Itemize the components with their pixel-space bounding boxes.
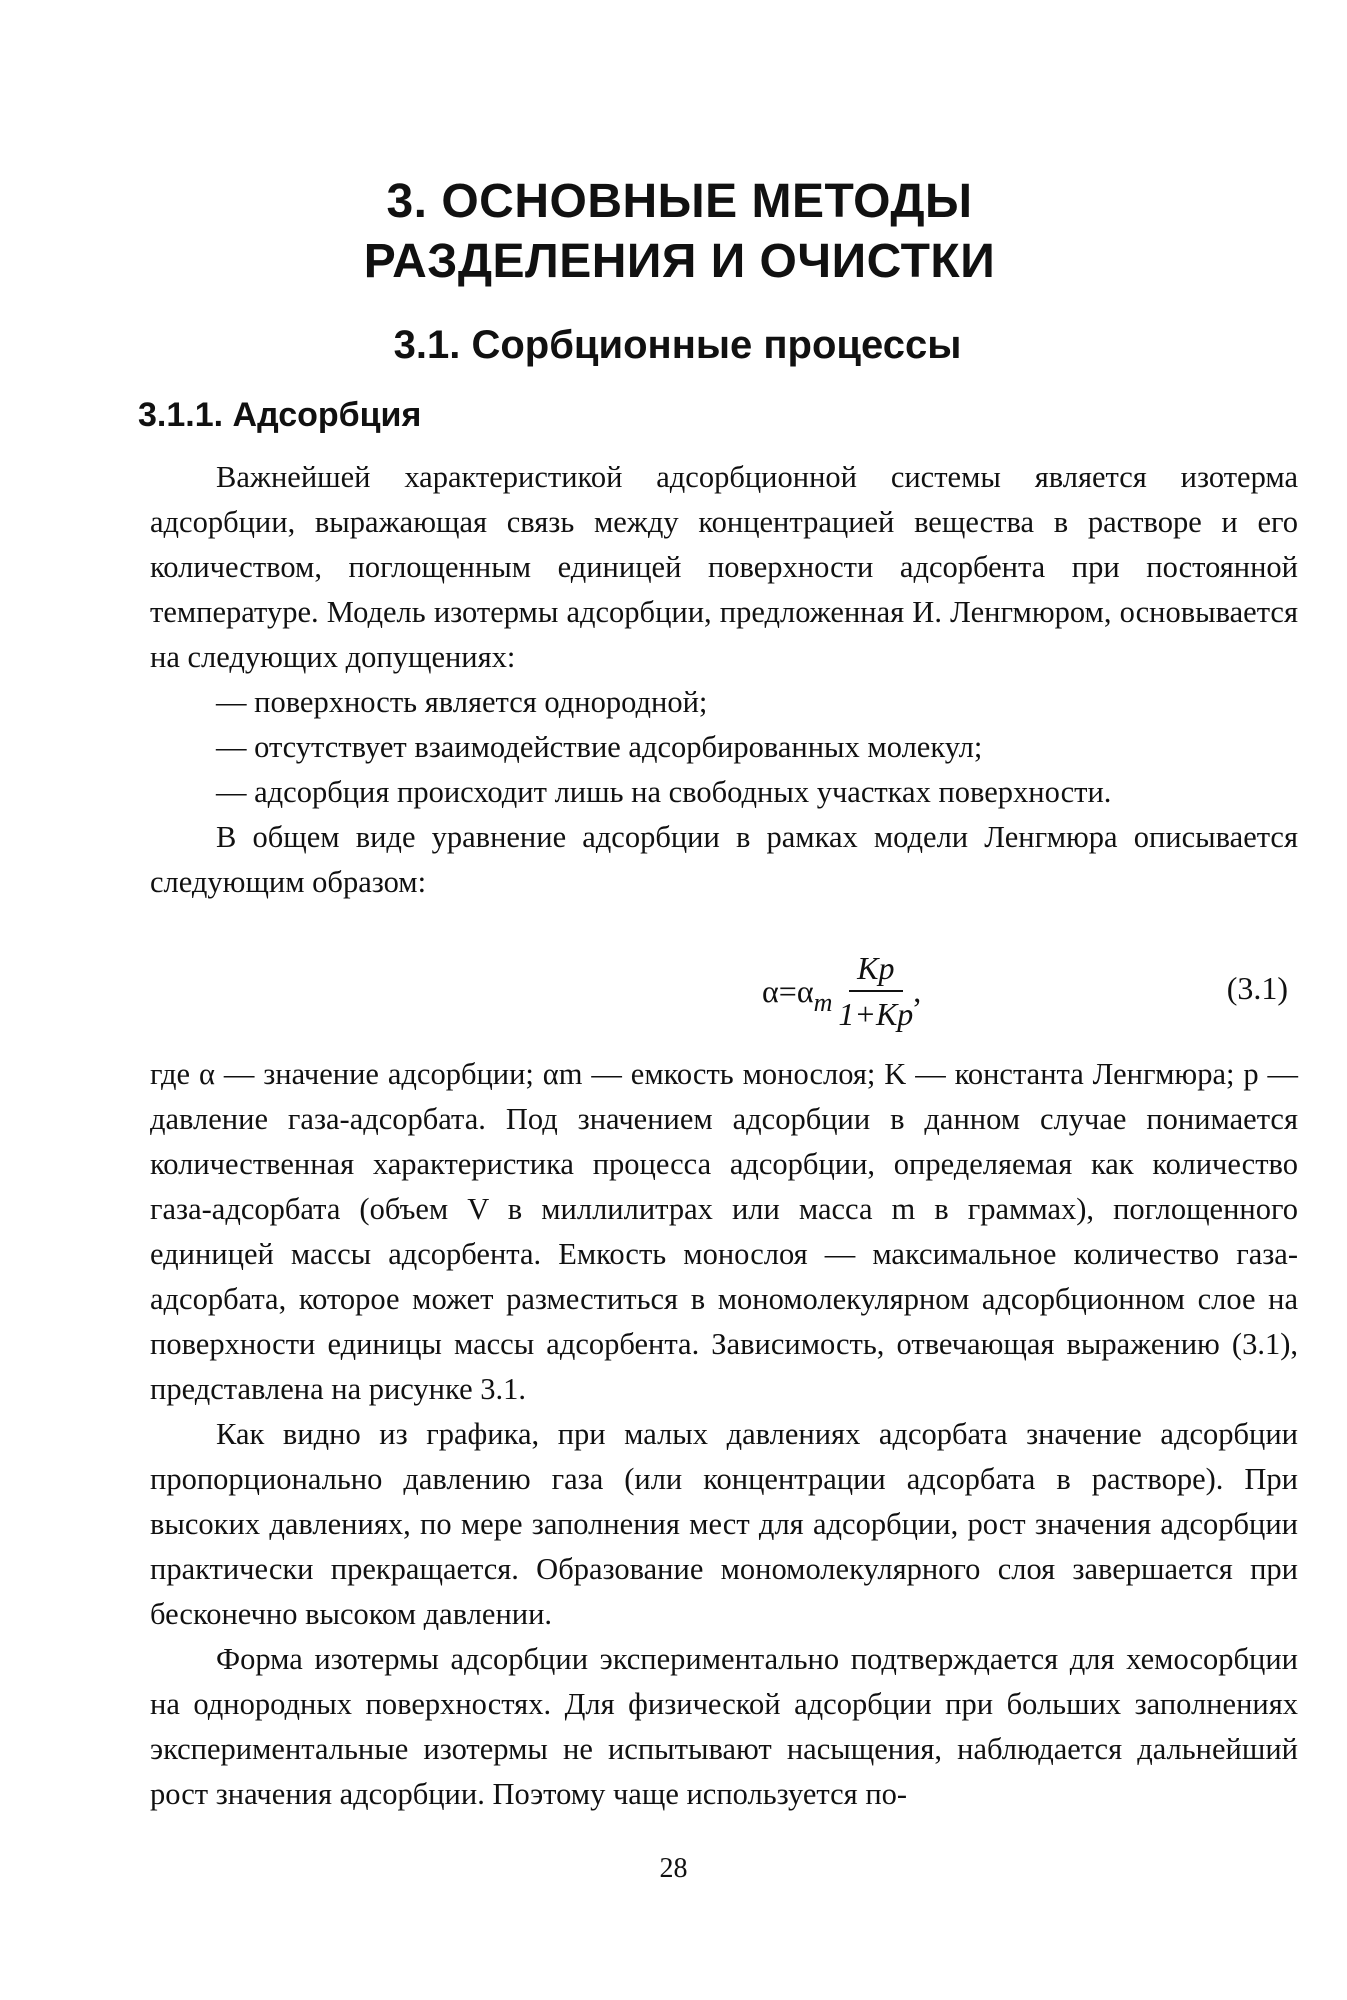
equation-lhs: α bbox=[762, 972, 779, 1009]
equation-equals: = bbox=[778, 972, 797, 1009]
section-title: 3.1. Сорбционные процессы bbox=[393, 323, 962, 367]
paragraph-equation-lead: В общем виде уравнение адсорбции в рамках модели Ленгмюра описывается следующим образом: bbox=[150, 820, 1298, 899]
list-item: — адсорбция происходит лишь на свободных участках поверхности. bbox=[216, 775, 1112, 809]
equation-denominator: 1+Kp bbox=[838, 996, 914, 1032]
body-block-1 bbox=[150, 455, 1298, 905]
equation-trailing-comma: , bbox=[913, 972, 922, 1009]
list-item: — поверхность является однородной; bbox=[216, 685, 708, 719]
equation-coefficient-subscript: m bbox=[813, 988, 833, 1017]
list-item: — отсутствует взаимодействие адсорбированных молекул; bbox=[216, 730, 983, 764]
equation-number: (3.1) bbox=[1226, 970, 1288, 1006]
equation-fraction bbox=[838, 948, 913, 1034]
page-number: 28 bbox=[659, 1853, 688, 1884]
subsection-title: 3.1.1. Адсорбция bbox=[138, 396, 422, 434]
paragraph-isotherm-form: Форма изотермы адсорбции экспериментально подтверждается для хемосорбции на однородных поверхностях. Для физической адсорбции при больших заполнениях экспериментальные изотермы не испытывают насыщения, наблюдается дальнейший рост значения адсорбции. Поэтому чаще используется по- bbox=[150, 1642, 1298, 1811]
equation-expression bbox=[762, 948, 921, 1034]
body-block-2 bbox=[150, 1052, 1298, 1817]
paragraph-intro: Важнейшей характеристикой адсорбционной системы является изотерма адсорбции, выражающая связь между концентрацией вещества в растворе и его количеством, поглощенным единицей поверхности адсорбента при постоянной температуре. Модель изотермы адсорбции, предложенная И. Ленгмюром, основывается на следующих допущениях: bbox=[150, 460, 1298, 674]
paragraph-graph-discussion: Как видно из графика, при малых давлениях адсорбата значение адсорбции пропорционально давлению газа (или концентрации адсорбата в растворе). При высоких давлениях, по мере заполнения мест для адсорбции, рост значения адсорбции практически прекращается. Образование мономолекулярного слоя завершается при бесконечно высоком давлении. bbox=[150, 1417, 1298, 1631]
equation-coefficient: α bbox=[796, 972, 814, 1009]
chapter-title-line-1: 3. ОСНОВНЫЕ МЕТОДЫ bbox=[386, 175, 973, 228]
chapter-title-line-2: РАЗДЕЛЕНИЯ И ОЧИСТКИ bbox=[363, 235, 996, 288]
equation-numerator: Kp bbox=[849, 948, 902, 992]
equation-3-1 bbox=[150, 930, 1298, 1040]
paragraph-definitions: где α — значение адсорбции; αm — емкость монослоя; K — константа Ленгмюра; p — давление газа-адсорбата. Под значением адсорбции в данном случае понимается количественная характеристика процесса адсорбции, определяемая как количество газа-адсорбата (объем V в миллилитрах или масса m в граммах), поглощенного единицей массы адсорбента. Емкость монослоя — максимальное количество газа-адсорбата, которое может разместиться в мономолекулярном адсорбционном слое на поверхности единицы массы адсорбента. Зависимость, отвечающая выражению (3.1), представлена на рисунке 3.1. bbox=[150, 1057, 1298, 1406]
